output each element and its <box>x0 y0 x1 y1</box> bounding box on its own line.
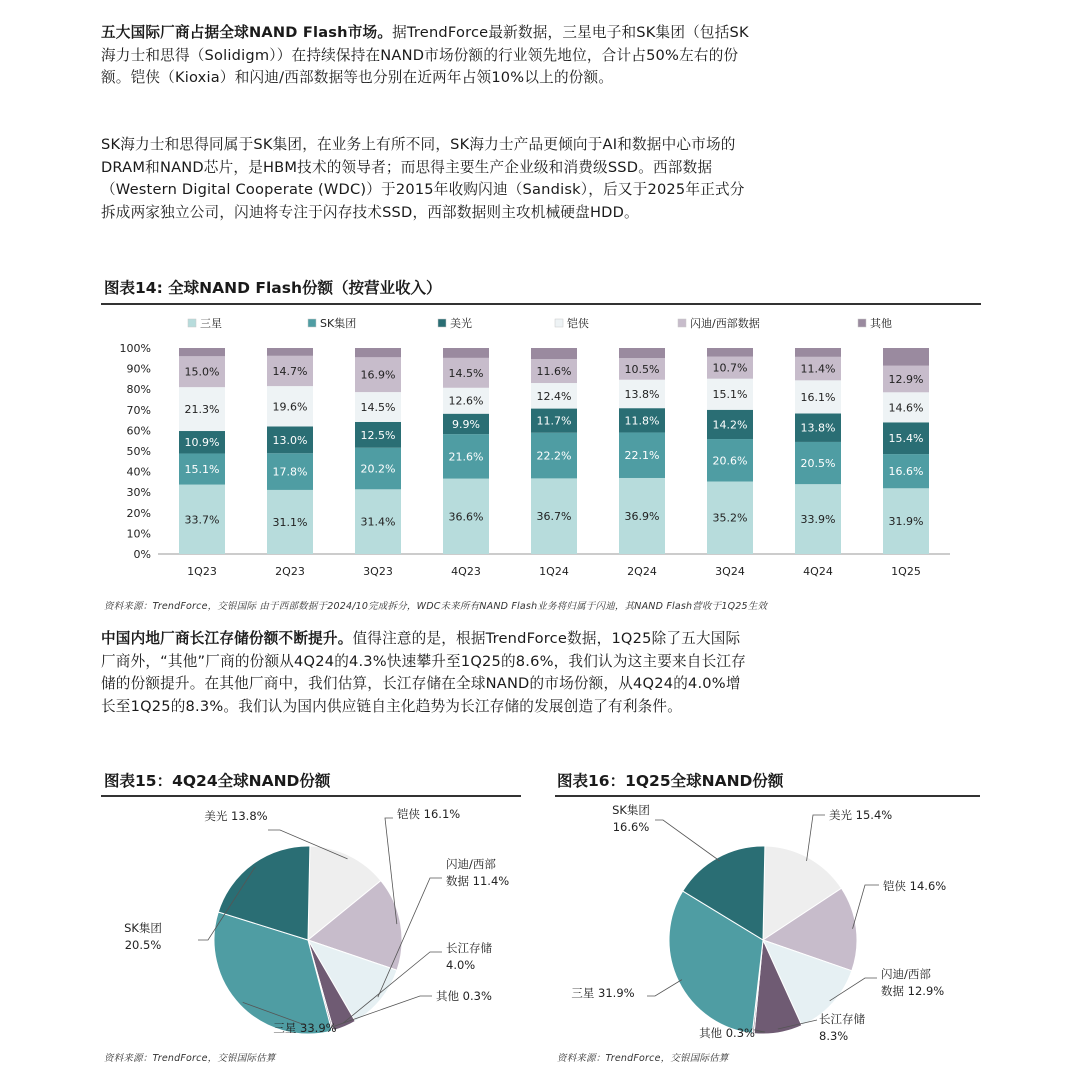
bar-value-label: 20.2% <box>360 462 396 476</box>
legend-item <box>308 316 356 330</box>
bar-value-label: 14.6% <box>888 401 924 415</box>
legend-item <box>555 316 589 330</box>
bar-value-label: 20.6% <box>712 454 748 468</box>
legend-swatch <box>858 319 866 327</box>
pie-label: 美光 15.4% <box>829 808 893 822</box>
pie-label: 闪迪/西部 <box>881 967 931 981</box>
paragraph-3-lead: 中国内地厂商长江存储份额不断提升。 <box>101 630 353 647</box>
bar-value-label: 11.4% <box>800 362 836 376</box>
bar-value-label: 20.5% <box>800 457 836 471</box>
bar-value-label: 16.6% <box>888 465 924 479</box>
bar-value-label: 10.5% <box>624 362 660 376</box>
y-tick-label: 0% <box>133 548 151 561</box>
bar-value-label: 14.7% <box>272 364 308 378</box>
figure-15-top-rule <box>101 795 521 797</box>
figure-16-top-rule <box>555 795 980 797</box>
paragraph-3-body: 值得注意的是，根据TrendForce数据，1Q25除了五大国际厂商外，“其他”厂商的份额从4Q24的4.3%快速攀升至1Q25的8.6%，我们认为这主要来自长江存储的份额提升。在其他厂商中，我们估算，长江存储在全球NAND的市场份额，从4Q24的4.0%增长至1Q25的8.3%。我们认为国内供应链自主化趋势为长江存储的发展创造了有利条件。 <box>101 630 746 715</box>
legend-item <box>188 317 222 330</box>
bar-segment <box>795 348 841 357</box>
bar-value-label: 16.1% <box>800 390 836 404</box>
figure-14-title: 图表14: 全球NAND Flash份额（按营业收入） <box>104 279 442 297</box>
x-tick-label: 1Q23 <box>187 565 217 578</box>
bar-value-label: 11.6% <box>536 365 572 379</box>
bar-value-label: 10.7% <box>712 361 748 375</box>
pie-label: 闪迪/西部 <box>446 857 496 871</box>
bar-value-label: 12.4% <box>536 389 572 403</box>
pie-label: 长江存储 <box>446 941 492 955</box>
pie-chart-1q25 <box>555 800 980 1045</box>
y-tick-label: 80% <box>126 383 151 397</box>
stacked-bar-chart <box>100 308 980 593</box>
leader-line <box>853 885 879 929</box>
bar-value-label: 13.8% <box>624 387 660 401</box>
pie-label: 20.5% <box>124 938 162 952</box>
x-tick-label: 4Q24 <box>803 565 833 578</box>
figure-15-source-note: 资料来源：TrendForce，交银国际估算 <box>104 1053 276 1064</box>
bar-segment <box>619 348 665 358</box>
bar-value-label: 14.5% <box>360 401 396 415</box>
x-tick-label: 1Q24 <box>539 565 569 578</box>
bar-value-label: 11.8% <box>624 414 660 428</box>
bar-segment <box>443 348 489 358</box>
pie-label: 三星 33.9% <box>273 1021 337 1035</box>
paragraph-2-body: SK海力士和思得同属于SK集团，在业务上有所不同，SK海力士产品更倾向于AI和数据中心市场的DRAM和NAND芯片，是HBM技术的领导者；而思得主要生产企业级和消费级SSD。西部数据（Western Digital Cooperate (WDC)）于2015年收购闪迪（Sandisk），后又于2025年正式分拆成两家独立公司，闪迪将专注于闪存技术SSD，西部数据则主攻机械硬盘HDD。 <box>101 136 745 221</box>
legend-label: 铠侠 <box>567 317 589 330</box>
legend-swatch <box>188 319 196 327</box>
legend-label: SK集团 <box>320 317 357 330</box>
bar-value-label: 16.9% <box>360 368 396 382</box>
x-tick-label: 2Q24 <box>627 565 657 578</box>
paragraph-1-lead: 五大国际厂商占据全球NAND Flash市场。 <box>101 24 393 41</box>
bar-value-label: 31.4% <box>360 515 396 529</box>
bar-value-label: 31.9% <box>888 515 924 529</box>
paragraph-1-body: 据TrendForce最新数据，三星电子和SK集团（包括SK海力士和思得（Solidigm））在持续保持在NAND市场份额的行业领先地位，合计占50%左右的份额。铠侠（Kioxia）和闪迪/西部数据等也分别在近两年占领10%以上的份额。 <box>101 24 749 86</box>
bar-value-label: 14.5% <box>448 366 484 380</box>
legend-item <box>438 316 472 330</box>
legend-item <box>678 316 760 330</box>
legend-label: 美光 <box>450 317 472 330</box>
pie-label: SK集团 <box>612 803 650 817</box>
legend-swatch <box>438 319 446 327</box>
bar-value-label: 36.9% <box>624 509 660 523</box>
leader-line <box>807 815 825 861</box>
bar-value-label: 15.1% <box>712 388 748 402</box>
y-tick-label: 100% <box>119 342 151 355</box>
bar-value-label: 15.1% <box>184 463 220 477</box>
x-tick-label: 1Q25 <box>891 565 921 578</box>
pie-label: 数据 12.9% <box>881 984 945 998</box>
pie-label: 铠侠 14.6% <box>883 879 947 893</box>
bar-value-label: 15.4% <box>888 432 924 446</box>
pie-label: 4.0% <box>446 958 476 972</box>
pie-label: SK集团 <box>124 921 162 935</box>
paragraph-3 <box>101 628 751 718</box>
x-tick-label: 3Q23 <box>363 565 393 578</box>
bar-value-label: 13.0% <box>272 433 308 447</box>
bar-value-label: 35.2% <box>712 511 748 525</box>
bar-value-label: 13.8% <box>800 421 836 435</box>
y-tick-label: 60% <box>126 424 151 438</box>
x-tick-label: 2Q23 <box>275 565 305 578</box>
legend-swatch <box>678 319 686 327</box>
figure-14-top-rule <box>101 303 981 305</box>
paragraph-1 <box>101 22 751 90</box>
bar-value-label: 11.7% <box>536 414 572 428</box>
pie-label: 16.6% <box>612 820 650 834</box>
bar-value-label: 33.9% <box>800 513 836 527</box>
bar-value-label: 22.2% <box>536 449 572 463</box>
bar-value-label: 17.8% <box>272 465 308 479</box>
legend-swatch <box>555 319 563 327</box>
figure-16-source-note: 资料来源：TrendForce，交银国际估算 <box>557 1053 729 1064</box>
bar-segment <box>355 348 401 357</box>
legend-label: 闪迪/西部数据 <box>690 317 760 330</box>
legend-swatch <box>308 319 316 327</box>
leader-line <box>655 820 720 861</box>
bar-value-label: 12.6% <box>448 394 484 408</box>
bar-segment <box>531 348 577 359</box>
bar-value-label: 19.6% <box>272 400 308 414</box>
bar-value-label: 9.9% <box>452 417 480 431</box>
pie-label: 其他 0.3% <box>436 989 492 1003</box>
y-tick-label: 30% <box>126 486 151 500</box>
pie-label: 美光 13.8% <box>204 809 268 823</box>
legend-label: 三星 <box>200 317 222 330</box>
bar-segment <box>179 348 225 356</box>
bar-value-label: 21.3% <box>184 403 220 417</box>
bar-segment <box>707 348 753 357</box>
pie-label: 铠侠 16.1% <box>397 807 461 821</box>
bar-value-label: 14.2% <box>712 418 748 432</box>
bar-value-label: 33.7% <box>184 513 220 527</box>
y-tick-label: 50% <box>126 445 151 458</box>
legend-label: 其他 <box>870 317 892 330</box>
bar-value-label: 22.1% <box>624 449 660 463</box>
legend-item <box>858 316 892 330</box>
pie-label: 8.3% <box>819 1029 849 1043</box>
paragraph-2 <box>101 134 751 224</box>
bar-value-label: 12.5% <box>360 428 396 442</box>
bar-value-label: 36.7% <box>536 510 572 524</box>
y-tick-label: 20% <box>126 506 151 520</box>
y-tick-label: 90% <box>126 362 151 376</box>
bar-segment <box>267 348 313 356</box>
bar-value-label: 21.6% <box>448 450 484 464</box>
y-tick-label: 10% <box>126 527 151 541</box>
figure-15-title: 图表15：4Q24全球NAND份额 <box>104 772 331 790</box>
pie-chart-4q24 <box>100 800 525 1045</box>
leader-line <box>647 980 682 996</box>
pie-label: 长江存储 <box>819 1012 865 1026</box>
bar-value-label: 12.9% <box>888 373 924 387</box>
figure-14-source-note: 资料来源：TrendForce，交银国际 由于西部数据于2024/10完成拆分，WDC未来所有NAND Flash业务将归属于闪迪，其NAND Flash营收于1Q25生效 <box>104 601 768 612</box>
x-tick-label: 3Q24 <box>715 565 745 578</box>
bar-segment <box>883 348 929 366</box>
pie-label: 数据 11.4% <box>446 874 510 888</box>
bar-value-label: 36.6% <box>448 510 484 524</box>
bar-value-label: 15.0% <box>184 365 220 379</box>
bar-value-label: 31.1% <box>272 515 308 529</box>
bar-value-label: 10.9% <box>184 436 220 450</box>
figure-16-title: 图表16：1Q25全球NAND份额 <box>557 772 784 790</box>
y-tick-label: 70% <box>126 403 151 417</box>
y-tick-label: 40% <box>126 465 151 479</box>
pie-label: 三星 31.9% <box>571 986 635 1000</box>
pie-label: 其他 0.3% <box>699 1026 755 1040</box>
x-tick-label: 4Q23 <box>451 565 481 578</box>
